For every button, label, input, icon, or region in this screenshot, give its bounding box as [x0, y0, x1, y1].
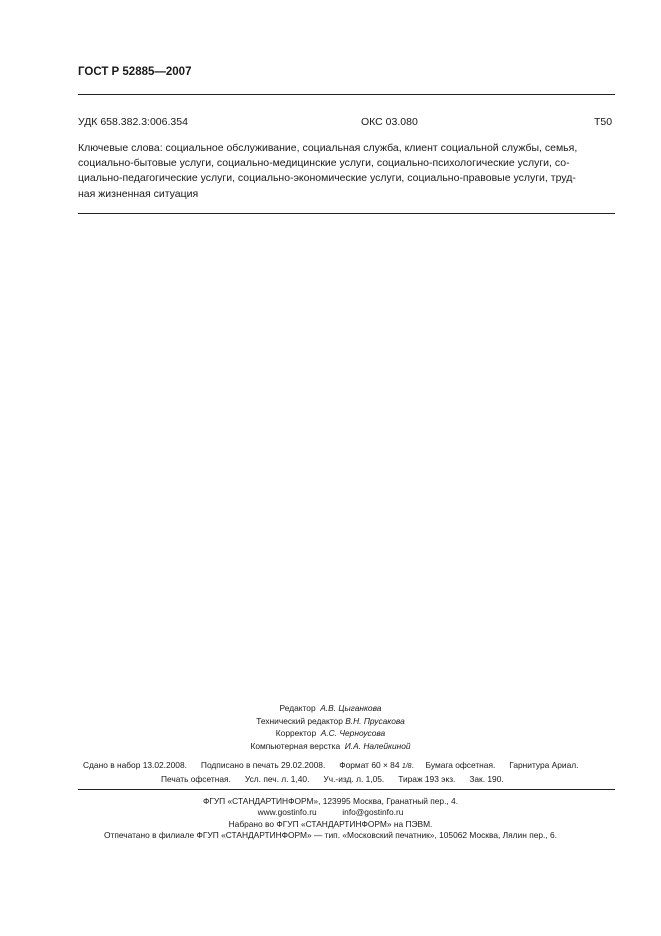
order-number: Зак. 190.: [469, 774, 504, 784]
typeset-date: Сдано в набор 13.02.2008.: [83, 760, 187, 770]
standard-code: ГОСТ Р 52885—2007: [78, 66, 192, 78]
email-link[interactable]: info@gostinfo.ru: [342, 807, 404, 818]
typeface: Гарнитура Ариал.: [509, 760, 579, 770]
credit-editor: Редактор А.В. Цыганкова: [279, 703, 382, 713]
typeset-location: Набрано во ФГУП «СТАНДАРТИНФОРМ» на ПЭВМ.: [228, 818, 433, 829]
publication-row-2: [161, 774, 504, 784]
group-code: Т50: [594, 116, 613, 128]
paper-type: Бумага офсетная.: [425, 760, 496, 770]
keywords-line: Ключевые слова: социальное обслуживание, социальная служба, клиент социальной службы, семья,: [78, 142, 578, 154]
print-sheets: Усл. печ. л. 1,40.: [244, 774, 310, 784]
udk-code: УДК 658.382.3:006.354: [78, 116, 188, 128]
credit-tech-editor: Технический редактор В.Н. Прусакова: [256, 715, 405, 726]
publisher-address: ФГУП «СТАНДАРТИНФОРМ», 123995 Москва, Гранатный пер., 4.: [202, 796, 459, 806]
keywords-line: социально-бытовые услуги, социально-медицинские услуги, социально-психологические услуги, со-: [78, 157, 570, 170]
credits-block: [0, 702, 661, 752]
website-link[interactable]: www.gostinfo.ru: [257, 807, 317, 818]
publication-row-1: Сдано в набор 13.02.2008. Подписано в печать 29.02.2008. Формат 60 × 84 1/8. Бумага офсетная. Гарнитура Ариал.: [83, 760, 579, 770]
credit-corrector: Корректор А.С. Черноусова: [275, 728, 386, 739]
publishing-sheets: Уч.-изд. л. 1,05.: [323, 774, 385, 784]
signed-date: Подписано в печать 29.02.2008.: [200, 760, 326, 770]
oks-code: ОКС 03.080: [361, 116, 418, 128]
contacts: [0, 807, 661, 818]
keywords-line: ная жизненная ситуация: [78, 187, 199, 200]
printer-location: Отпечатано в филиале ФГУП «СТАНДАРТИНФОРМ» — тип. «Московский печатник», 105062 Москва, Лялин пер., 6.: [103, 830, 558, 841]
format-fraction: 1/8: [401, 763, 412, 770]
print-run: Тираж 193 экз.: [398, 774, 456, 784]
paper-format: Формат 60 × 84: [339, 760, 400, 770]
keywords-bottom-rule: [78, 213, 615, 214]
imprint-footer: [0, 796, 661, 842]
printing-method: Печать офсетная.: [161, 774, 231, 784]
top-rule: [78, 94, 615, 95]
credit-layout: Компьютерная верстка И.А. Налейкиной: [250, 740, 411, 751]
keywords-paragraph: [78, 141, 615, 202]
publication-bottom-rule: [78, 789, 615, 790]
keywords-line: циально-педагогические услуги, социально-экономические услуги, социально-правовые услуги, труд-: [78, 172, 576, 185]
